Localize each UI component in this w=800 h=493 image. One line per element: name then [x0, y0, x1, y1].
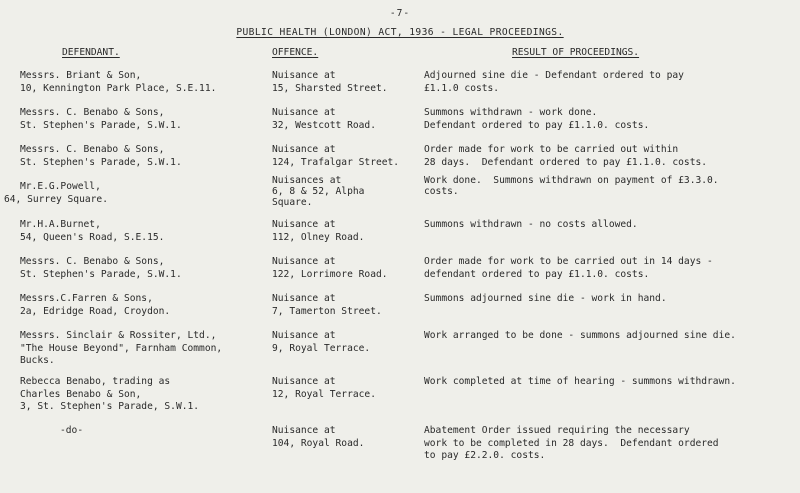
offence-line: Nuisance at [272, 219, 336, 230]
defendant-line: 64, Surrey Square. [4, 193, 108, 205]
offence-cell [272, 175, 412, 208]
result-cell [424, 107, 794, 132]
proceedings-table [0, 70, 800, 464]
offence-line: Nuisance at [272, 256, 336, 267]
defendant-line: Messrs. C. Benabo & Sons, [20, 256, 165, 267]
defendant-line: Rebecca Benabo, trading as [20, 376, 171, 387]
offence-line: 6, 8 & 52, Alpha [272, 186, 365, 197]
result-line: Summons withdrawn - no costs allowed. [424, 219, 638, 230]
result-line: Defendant ordered to pay £1.1.0. costs. [424, 119, 650, 131]
result-cell [424, 144, 794, 169]
table-row [0, 293, 800, 330]
defendant-cell [4, 181, 256, 206]
page-number: -7- [389, 8, 411, 19]
offence-line: Nuisance at [272, 70, 336, 81]
defendant-line: 3, St. Stephen's Parade, S.W.1. [20, 401, 200, 412]
result-line: Order made for work to be carried out within [424, 144, 679, 155]
result-line: Order made for work to be carried out in 14 days - [424, 256, 713, 267]
ditto-mark: -do- [60, 425, 84, 436]
defendant-line: St. Stephen's Parade, S.W.1. [20, 119, 182, 131]
defendant-cell [20, 219, 256, 244]
result-line: Adjourned sine die - Defendant ordered to pay [424, 70, 684, 81]
offence-cell [272, 70, 412, 95]
offence-line: 15, Sharsted Street. [272, 82, 388, 94]
result-cell [424, 376, 794, 389]
defendant-line: Mr.E.G.Powell, [20, 181, 101, 192]
offence-line: Nuisance at [272, 376, 336, 387]
result-line: costs. [424, 186, 459, 197]
defendant-line: "The House Beyond", Farnham Common, [20, 342, 223, 354]
result-line: Summons adjourned sine die - work in hand. [424, 293, 667, 304]
offence-cell [272, 107, 412, 132]
result-line: 28 days. Defendant ordered to pay £1.1.0. costs. [424, 156, 708, 168]
offence-cell [272, 144, 412, 169]
result-line: Work done. Summons withdrawn on payment of £3.3.0. [424, 175, 719, 186]
offence-line: 112, Olney Road. [272, 231, 365, 243]
defendant-line: St. Stephen's Parade, S.W.1. [20, 268, 182, 280]
result-cell [424, 219, 794, 232]
offence-line: 122, Lorrimore Road. [272, 268, 388, 280]
offence-cell [272, 376, 412, 401]
result-line: work to be completed in 28 days. Defendant ordered [424, 437, 719, 449]
result-cell [424, 256, 794, 281]
defendant-line: Bucks. [20, 355, 55, 366]
result-line: Work completed at time of hearing - summons withdrawn. [424, 376, 736, 387]
offence-line: Nuisance at [272, 107, 336, 118]
defendant-cell [20, 144, 256, 169]
result-cell [424, 425, 794, 463]
defendant-line: Messrs.C.Farren & Sons, [20, 293, 153, 304]
result-line: Abatement Order issued requiring the necessary [424, 425, 690, 436]
column-header-defendant: DEFENDANT. [62, 47, 120, 58]
defendant-line: Mr.H.A.Burnet, [20, 219, 101, 230]
offence-line: Nuisance at [272, 425, 336, 436]
offence-cell [272, 219, 412, 244]
defendant-line: Messrs. Sinclair & Rossiter, Ltd., [20, 330, 217, 341]
defendant-line: 2a, Edridge Road, Croydon. [20, 305, 171, 317]
offence-line: 7, Tamerton Street. [272, 305, 382, 317]
result-line: £1.1.0 costs. [424, 82, 500, 94]
column-header-offence: OFFENCE. [272, 47, 319, 58]
offence-line: Nuisance at [272, 144, 336, 155]
offence-line: Nuisance at [272, 330, 336, 341]
result-line: defendant ordered to pay £1.1.0. costs. [424, 268, 650, 280]
offence-cell [272, 425, 412, 450]
document-title: PUBLIC HEALTH (LONDON) ACT, 1936 - LEGAL PROCEEDINGS. [236, 27, 564, 38]
result-cell [424, 175, 794, 197]
offence-line: Nuisance at [272, 293, 336, 304]
defendant-line: 10, Kennington Park Place, S.E.11. [20, 82, 217, 94]
offence-line: 32, Westcott Road. [272, 119, 376, 131]
result-line: Work arranged to be done - summons adjourned sine die. [424, 330, 736, 341]
column-header-result: RESULT OF PROCEEDINGS. [512, 47, 640, 58]
table-row [0, 376, 800, 425]
defendant-cell [20, 70, 256, 95]
offence-cell [272, 330, 412, 355]
table-row [0, 425, 800, 464]
table-row [0, 256, 800, 293]
result-cell [424, 293, 794, 306]
table-row [0, 175, 800, 214]
defendant-cell [20, 256, 256, 281]
result-line: to pay £2.2.0. costs. [424, 450, 546, 461]
offence-line: 9, Royal Terrace. [272, 342, 371, 354]
table-row [0, 107, 800, 144]
defendant-line: St. Stephen's Parade, S.W.1. [20, 156, 182, 168]
offence-line: 104, Royal Road. [272, 437, 365, 449]
result-cell [424, 70, 794, 95]
defendant-cell [20, 376, 256, 414]
offence-line: 124, Trafalgar Street. [272, 156, 400, 168]
offence-line: Nuisances at [272, 175, 342, 186]
defendant-cell [20, 425, 256, 438]
offence-line: Square. [272, 197, 313, 208]
result-cell [424, 330, 794, 343]
table-row [0, 70, 800, 107]
offence-line: 12, Royal Terrace. [272, 388, 376, 400]
defendant-cell [20, 107, 256, 132]
defendant-cell [20, 330, 256, 368]
defendant-line: Messrs. Briant & Son, [20, 70, 142, 81]
defendant-cell [20, 293, 256, 318]
defendant-line: 54, Queen's Road, S.E.15. [20, 231, 165, 243]
table-row [0, 219, 800, 256]
offence-cell [272, 256, 412, 281]
result-line: Summons withdrawn - work done. [424, 107, 598, 118]
defendant-line: Charles Benabo & Son, [20, 388, 142, 400]
defendant-line: Messrs. C. Benabo & Sons, [20, 107, 165, 118]
table-row [0, 330, 800, 376]
offence-cell [272, 293, 412, 318]
defendant-line: Messrs. C. Benabo & Sons, [20, 144, 165, 155]
